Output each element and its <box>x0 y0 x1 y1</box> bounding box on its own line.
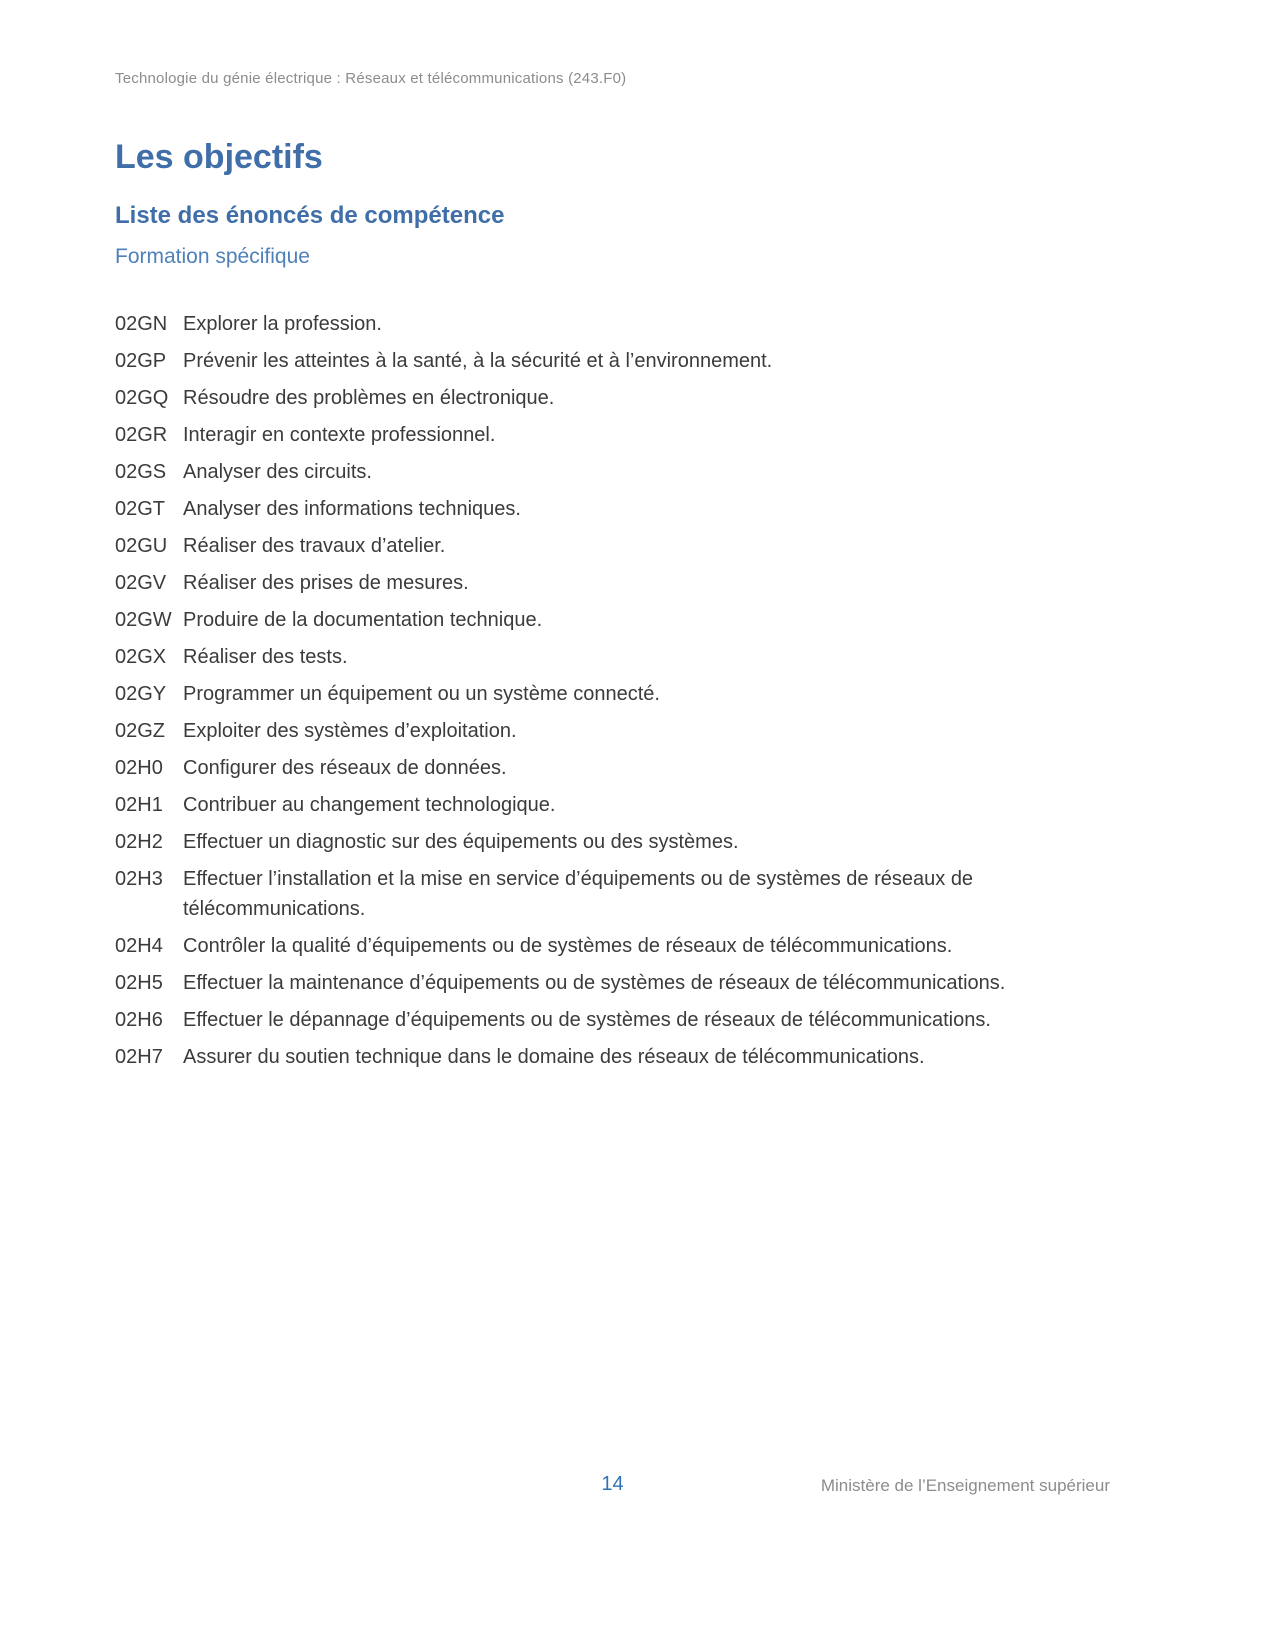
list-item <box>115 790 1110 820</box>
competence-code: 02H4 <box>115 935 163 957</box>
subsection-title: Formation spécifique <box>115 245 310 268</box>
competence-label: Contrôler la qualité d’équipements ou de systèmes de réseaux de télécommunications. <box>183 935 953 957</box>
competence-code: 02GY <box>115 683 167 705</box>
list-item <box>115 494 1110 524</box>
list-item <box>115 1042 1110 1072</box>
competence-label: Effectuer un diagnostic sur des équipements ou des systèmes. <box>183 831 739 853</box>
competence-label: Effectuer l’installation et la mise en service d’équipements ou de systèmes de réseaux de télécommunications. <box>183 868 974 920</box>
competence-label: Exploiter des systèmes d’exploitation. <box>183 720 517 742</box>
list-item <box>115 1005 1110 1035</box>
competence-code: 02GW <box>115 609 172 631</box>
competence-label: Analyser des circuits. <box>183 461 372 483</box>
competence-code: 02H2 <box>115 831 163 853</box>
page-title: Les objectifs <box>115 138 323 176</box>
list-item <box>115 716 1110 746</box>
competence-code: 02H1 <box>115 794 163 816</box>
competence-label: Assurer du soutien technique dans le domaine des réseaux de télécommunications. <box>183 1046 925 1068</box>
competence-code: 02GZ <box>115 720 166 742</box>
list-item <box>115 568 1110 598</box>
list-item <box>115 457 1110 487</box>
competence-label: Résoudre des problèmes en électronique. <box>183 387 555 409</box>
competence-code: 02GS <box>115 461 167 483</box>
competence-label: Effectuer la maintenance d’équipements ou de systèmes de réseaux de télécommunications. <box>183 972 1006 994</box>
competence-label: Réaliser des travaux d’atelier. <box>183 535 446 557</box>
footer-ministry: Ministère de l’Enseignement supérieur <box>820 1476 1110 1495</box>
list-item <box>115 827 1110 857</box>
list-item <box>115 383 1110 413</box>
competence-label: Produire de la documentation technique. <box>183 609 543 631</box>
competence-code: 02GN <box>115 313 168 335</box>
list-item <box>115 346 1110 376</box>
list-item <box>115 931 1110 961</box>
competence-code: 02GU <box>115 535 168 557</box>
competence-label: Réaliser des prises de mesures. <box>183 572 469 594</box>
list-item <box>115 605 1110 635</box>
list-item <box>115 753 1110 783</box>
competence-label: Prévenir les atteintes à la santé, à la sécurité et à l’environnement. <box>183 350 773 372</box>
list-item <box>115 968 1110 998</box>
competence-label: Explorer la profession. <box>183 313 382 335</box>
competence-code: 02GV <box>115 572 167 594</box>
section-title: Liste des énoncés de compétence <box>115 202 505 229</box>
page-footer <box>115 1473 1110 1503</box>
competence-code: 02H7 <box>115 1046 163 1068</box>
competence-code: 02GP <box>115 350 167 372</box>
list-item <box>115 531 1110 561</box>
competence-label: Contribuer au changement technologique. <box>183 794 556 816</box>
competence-code: 02GR <box>115 424 168 446</box>
competence-label: Programmer un équipement ou un système connecté. <box>183 683 660 705</box>
competence-code: 02H0 <box>115 757 163 779</box>
competence-label: Effectuer le dépannage d’équipements ou de systèmes de réseaux de télécommunications. <box>183 1009 991 1031</box>
competence-code: 02H3 <box>115 868 163 890</box>
competence-label: Analyser des informations techniques. <box>183 498 521 520</box>
list-item <box>115 679 1110 709</box>
competence-code: 02H5 <box>115 972 163 994</box>
competence-code: 02H6 <box>115 1009 163 1031</box>
list-item <box>115 642 1110 672</box>
header-title: Technologie du génie électrique : Réseaux et télécommunications (243.F0) <box>115 70 627 87</box>
page-header <box>115 70 1110 87</box>
competence-code: 02GX <box>115 646 167 668</box>
list-item <box>115 420 1110 450</box>
competence-label: Interagir en contexte professionnel. <box>183 424 496 446</box>
competence-list <box>115 309 1110 1072</box>
list-item <box>115 309 1110 339</box>
competence-label: Réaliser des tests. <box>183 646 348 668</box>
page-number: 14 <box>601 1473 624 1495</box>
list-item <box>115 864 1110 924</box>
competence-code: 02GQ <box>115 387 169 409</box>
competence-label: Configurer des réseaux de données. <box>183 757 507 779</box>
competence-code: 02GT <box>115 498 166 520</box>
